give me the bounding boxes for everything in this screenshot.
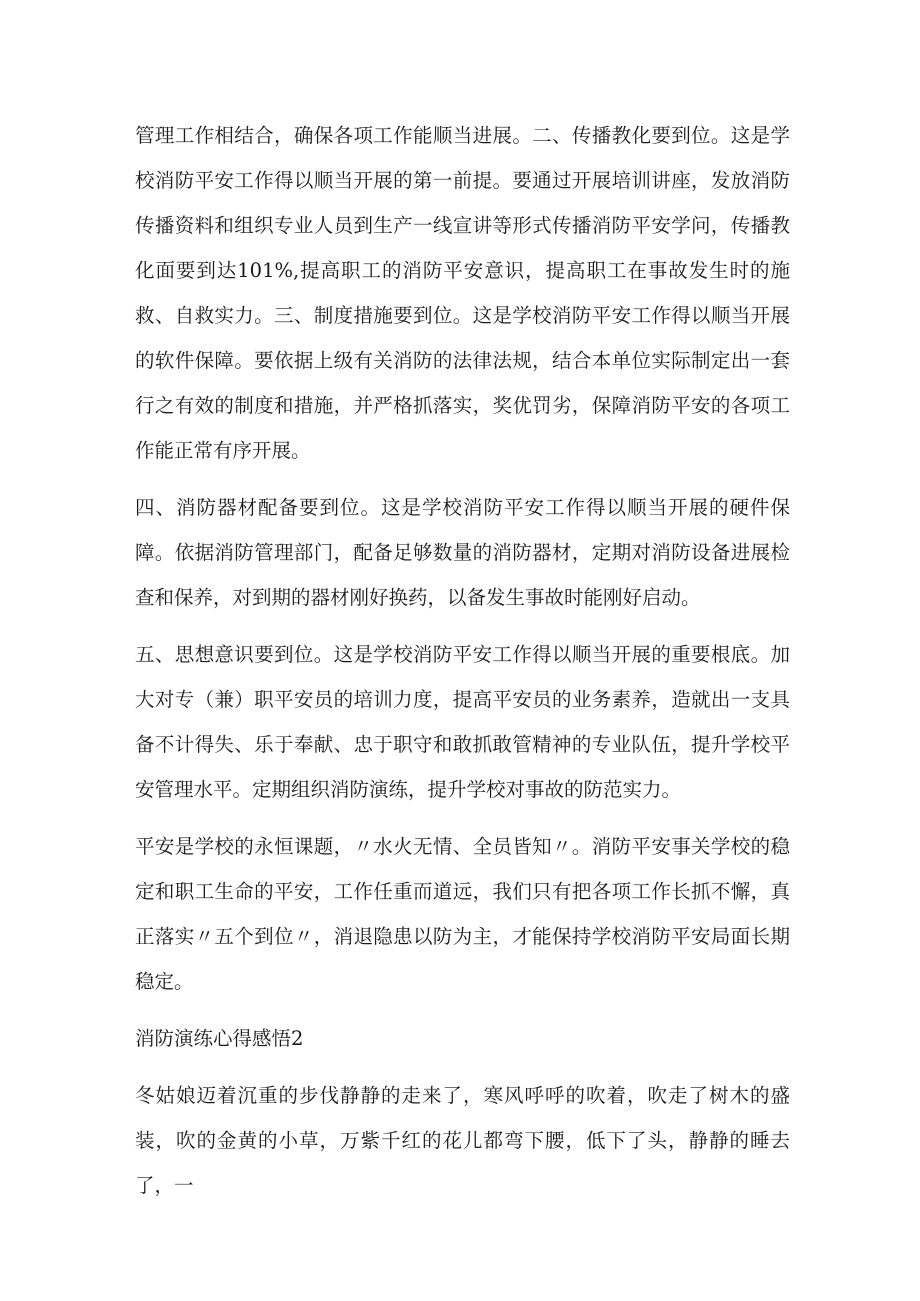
section-heading: 消防演练心得感悟2 bbox=[135, 1027, 304, 1050]
document-body bbox=[135, 113, 790, 1220]
paragraph-1: 管理工作相结合，确保各项工作能顺当进展。二、传播教化要到位。这是学校消防平安工作得以顺当开展的第一前提。要通过开展培训讲座，发放消防传播资料和组织专业人员到生产一线宣讲等形式传播消防平安学问，传播教化面要到达101%,提高职工的消防平安意识，提高职工在事故发生时的施救、自救实力。三、制度措施要到位。这是学校消防平安工作得以顺当开展的软件保障。要依据上级有关消防的法律法规，结合本单位实际制定出一套行之有效的制度和措施，并严格抓落实，奖优罚劣，保障消防平安的各项工作能正常有序开展。 bbox=[135, 124, 790, 462]
paragraph-5: 冬姑娘迈着沉重的步伐静静的走来了，寒风呼呼的吹着，吹走了树木的盛装，吹的金黄的小草，万紫千红的花儿都弯下腰，低下了头，静静的睡去了，一 bbox=[135, 1084, 790, 1197]
paragraph-3: 五、思想意识要到位。这是学校消防平安工作得以顺当开展的重要根底。加大对专（兼）职平安员的培训力度，提高平安员的业务素养，造就出一支具备不计得失、乐于奉献、忠于职守和敢抓敢管精神的专业队伍，提升学校平安管理水平。定期组织消防演练，提升学校对事故的防范实力。 bbox=[135, 643, 790, 801]
paragraph-2: 四、消防器材配备要到位。这是学校消防平安工作得以顺当开展的硬件保障。依据消防管理部门，配备足够数量的消防器材，定期对消防设备进展检查和保养，对到期的器材刚好换药，以备发生事故时能刚好启动。 bbox=[135, 496, 790, 609]
paragraph-4: 平安是学校的永恒课题，〃水火无情、全员皆知〃。消防平安事关学校的稳定和职工生命的平安，工作任重而道远，我们只有把各项工作长抓不懈，真正落实〃五个到位〃，消退隐患以防为主，才能保持学校消防平安局面长期稳定。 bbox=[135, 835, 790, 993]
